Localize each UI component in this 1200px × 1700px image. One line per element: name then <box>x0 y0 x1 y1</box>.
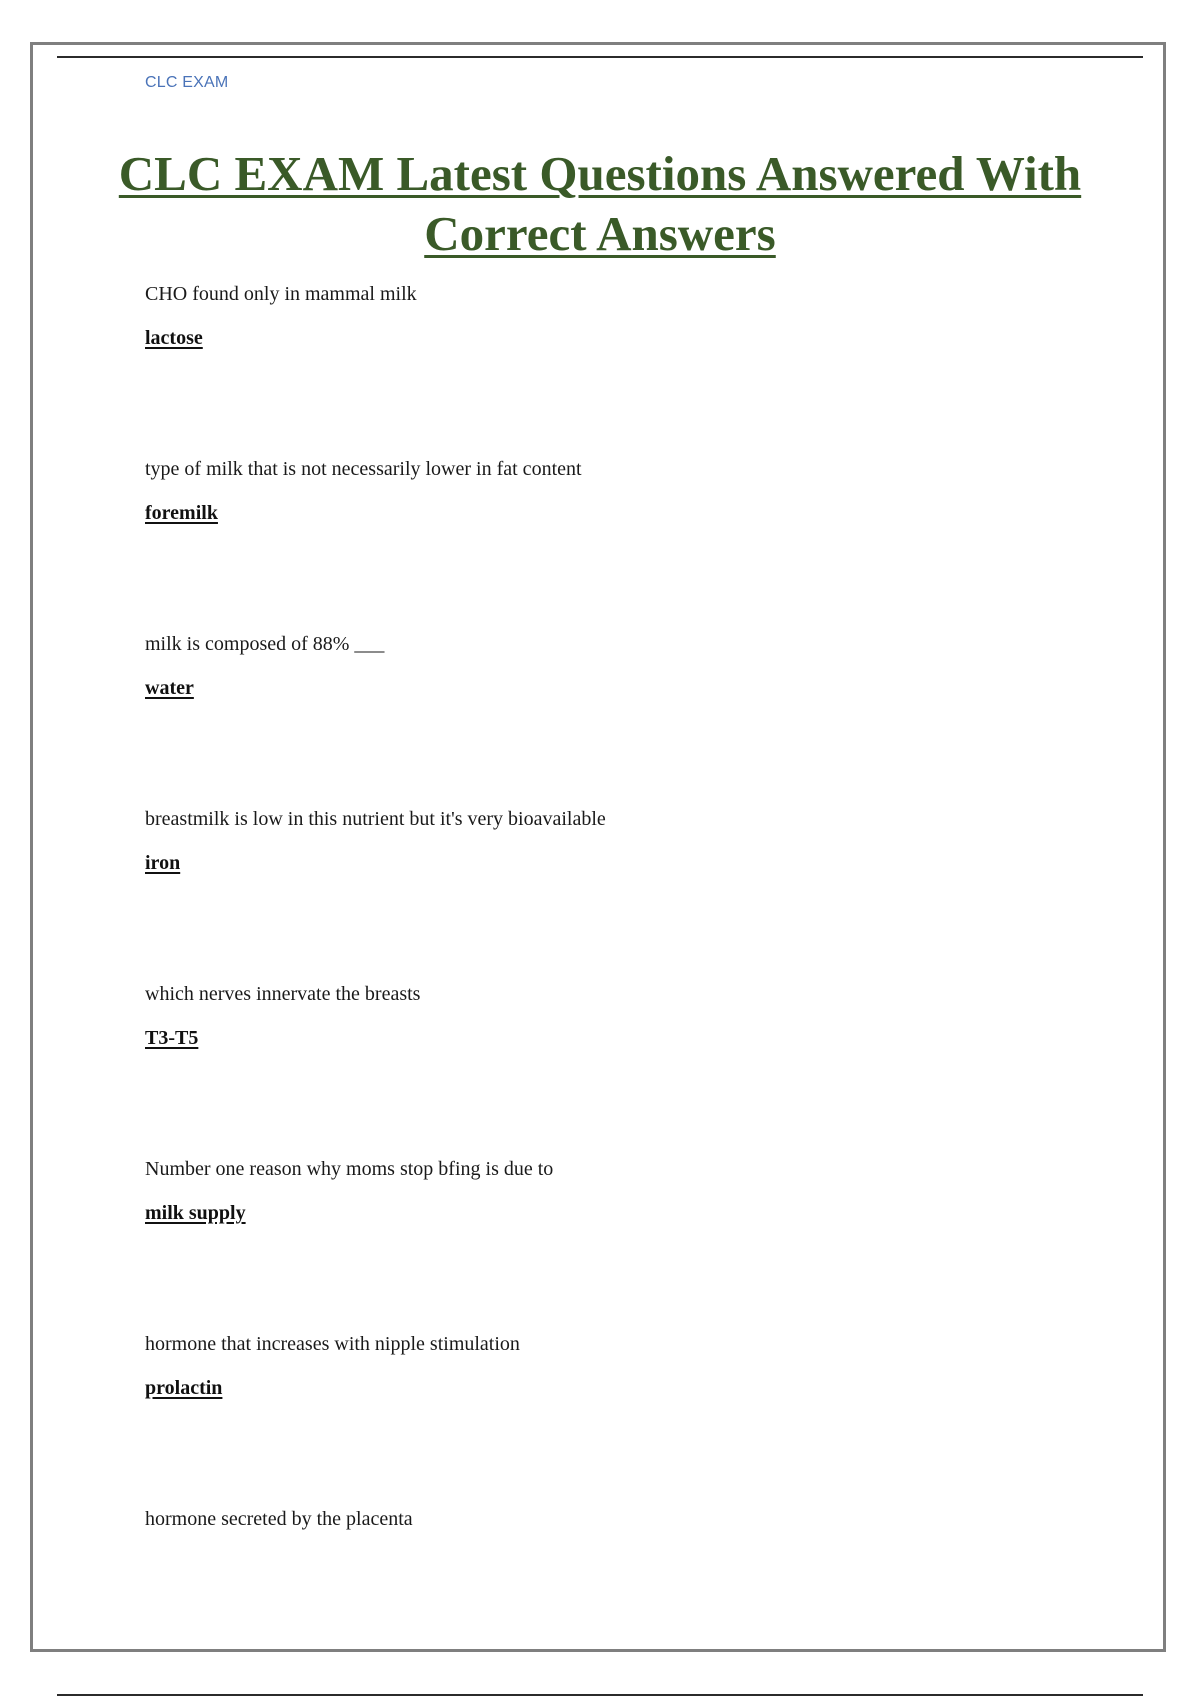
qa-item <box>145 282 1045 457</box>
answer-text: iron <box>145 852 181 874</box>
question-text: breastmilk is low in this nutrient but it's very bioavailable <box>145 808 606 830</box>
running-header: CLC EXAM <box>145 74 229 91</box>
question-text: CHO found only in mammal milk <box>145 283 417 305</box>
answer-text: lactose <box>145 327 203 349</box>
question-text: hormone secreted by the placenta <box>145 1508 413 1530</box>
qa-list <box>145 282 1045 1682</box>
answer-text: milk supply <box>145 1202 246 1224</box>
footer-rule <box>57 1694 1143 1696</box>
answer-text: T3-T5 <box>145 1027 199 1049</box>
qa-item <box>145 1157 1045 1332</box>
qa-item <box>145 1332 1045 1507</box>
header-rule <box>57 56 1143 58</box>
qa-item <box>145 807 1045 982</box>
qa-item <box>145 632 1045 807</box>
question-text: type of milk that is not necessarily lower in fat content <box>145 458 582 480</box>
document-title: CLC EXAM Latest Questions Answered With Correct Answers <box>118 146 1082 261</box>
question-text: milk is composed of 88% ___ <box>145 633 385 655</box>
qa-item <box>145 457 1045 632</box>
question-text: hormone that increases with nipple stimulation <box>145 1333 520 1355</box>
question-text: Number one reason why moms stop bfing is due to <box>145 1158 554 1180</box>
question-text: which nerves innervate the breasts <box>145 983 421 1005</box>
qa-item <box>145 982 1045 1157</box>
qa-item <box>145 1507 1045 1682</box>
answer-text: prolactin <box>145 1377 223 1399</box>
answer-text: water <box>145 677 194 699</box>
answer-text: foremilk <box>145 502 218 524</box>
